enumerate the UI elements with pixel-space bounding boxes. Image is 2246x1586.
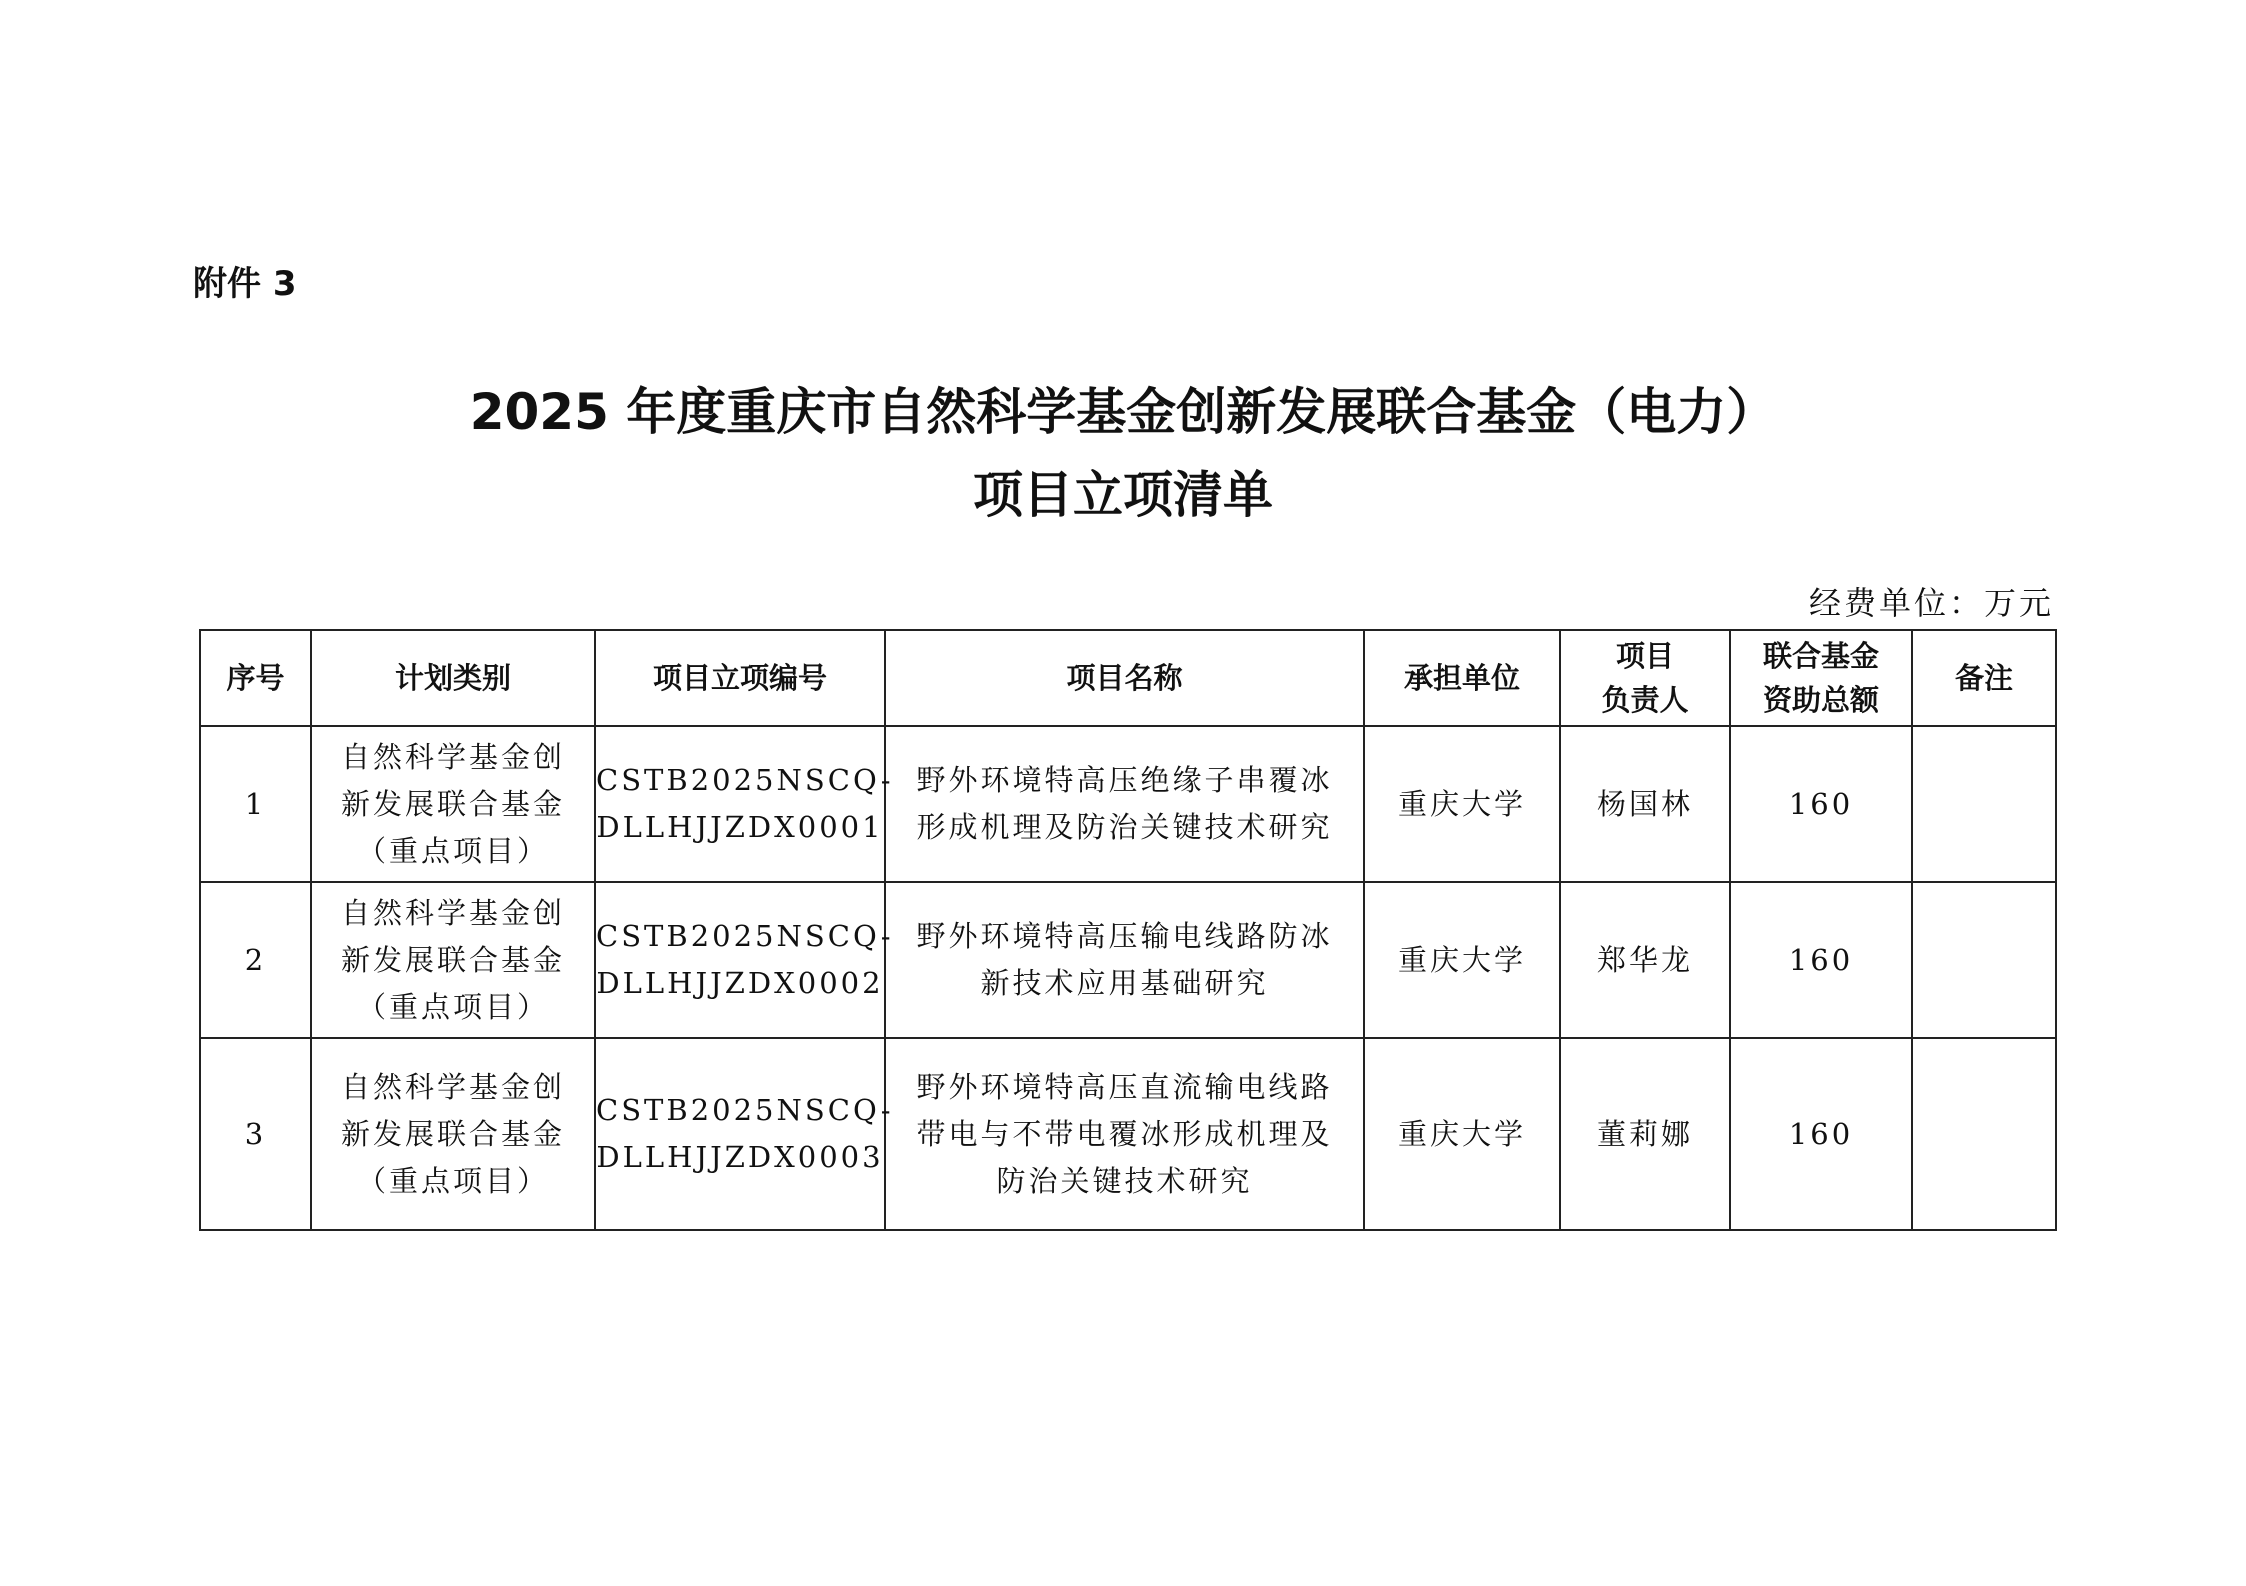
cell-category-line: 自然科学基金创: [340, 895, 565, 930]
table-row: [200, 1038, 2056, 1230]
cell-amount: 160: [1730, 726, 1912, 882]
cell-name: [885, 726, 1364, 882]
header-amount-line-2: 资助总额: [1762, 683, 1879, 717]
header-org: 承担单位: [1364, 630, 1560, 726]
cell-category-line: （重点项目）: [356, 1163, 549, 1198]
cell-name-line: 野外环境特高压输电线路防冰: [916, 919, 1333, 953]
cell-code: [595, 1038, 894, 1230]
cell-category-line: （重点项目）: [356, 989, 549, 1024]
cell-org: 重庆大学: [1364, 882, 1560, 1038]
cell-category: [311, 882, 595, 1038]
header-name: 项目名称: [885, 630, 1364, 726]
header-amount-line-1: 联合基金: [1762, 639, 1879, 673]
cell-category-line: 新发展联合基金: [340, 786, 565, 821]
cell-name-line: 带电与不带电覆冰形成机理及: [916, 1116, 1333, 1151]
header-leader-line-2: 负责人: [1601, 683, 1689, 717]
cell-code: [595, 726, 894, 882]
cell-name-line: 新技术应用基础研究: [980, 966, 1269, 1000]
header-code: 项目立项编号: [595, 630, 885, 726]
project-list-table: [199, 629, 2057, 1231]
cell-name-line: 野外环境特高压直流输电线路: [916, 1069, 1333, 1104]
cell-category-line: 新发展联合基金: [340, 1116, 565, 1151]
header-leader-line-1: 项目: [1615, 639, 1674, 673]
cell-code-line: DLLHJJZDX0002: [596, 966, 884, 1000]
funding-unit-note: 经费单位：万元: [1808, 584, 2054, 622]
cell-seq: 3: [200, 1038, 311, 1230]
cell-name: [885, 1038, 1364, 1230]
cell-leader: 董莉娜: [1560, 1038, 1730, 1230]
cell-remark: [1912, 1038, 2056, 1230]
cell-name-line: 野外环境特高压绝缘子串覆冰: [916, 763, 1333, 797]
cell-code-line: CSTB2025NSCQ-: [596, 1093, 894, 1127]
table-header-row: [200, 630, 2056, 726]
cell-code-line: CSTB2025NSCQ-: [596, 919, 894, 953]
cell-seq: 1: [200, 726, 311, 882]
cell-category-line: 自然科学基金创: [340, 1069, 565, 1104]
cell-category: [311, 1038, 595, 1230]
cell-category-line: 新发展联合基金: [340, 942, 565, 977]
cell-code: [595, 882, 894, 1038]
cell-category: [311, 726, 595, 882]
cell-name-line: 形成机理及防治关键技术研究: [916, 810, 1333, 844]
document-title-line-2: 项目立项清单: [973, 466, 1273, 524]
header-seq: 序号: [200, 630, 311, 726]
document-title-line-1: 2025 年度重庆市自然科学基金创新发展联合基金（电力）: [469, 383, 1777, 441]
cell-amount: 160: [1730, 882, 1912, 1038]
header-amount: [1730, 630, 1912, 726]
cell-category-line: （重点项目）: [356, 833, 549, 868]
cell-seq: 2: [200, 882, 311, 1038]
cell-name-line: 防治关键技术研究: [996, 1163, 1253, 1198]
cell-remark: [1912, 882, 2056, 1038]
header-leader: [1560, 630, 1730, 726]
cell-org: 重庆大学: [1364, 1038, 1560, 1230]
cell-org: 重庆大学: [1364, 726, 1560, 882]
header-category: 计划类别: [311, 630, 595, 726]
cell-leader: 杨国林: [1560, 726, 1730, 882]
table-row: [200, 726, 2056, 882]
table-row: [200, 882, 2056, 1038]
cell-code-line: CSTB2025NSCQ-: [596, 763, 894, 797]
cell-remark: [1912, 726, 2056, 882]
cell-name: [885, 882, 1364, 1038]
cell-leader: 郑华龙: [1560, 882, 1730, 1038]
attachment-label: 附件 3: [193, 264, 297, 304]
cell-amount: 160: [1730, 1038, 1912, 1230]
cell-code-line: DLLHJJZDX0001: [596, 810, 884, 844]
header-remark: 备注: [1912, 630, 2056, 726]
cell-code-line: DLLHJJZDX0003: [596, 1140, 884, 1174]
cell-category-line: 自然科学基金创: [340, 739, 565, 774]
